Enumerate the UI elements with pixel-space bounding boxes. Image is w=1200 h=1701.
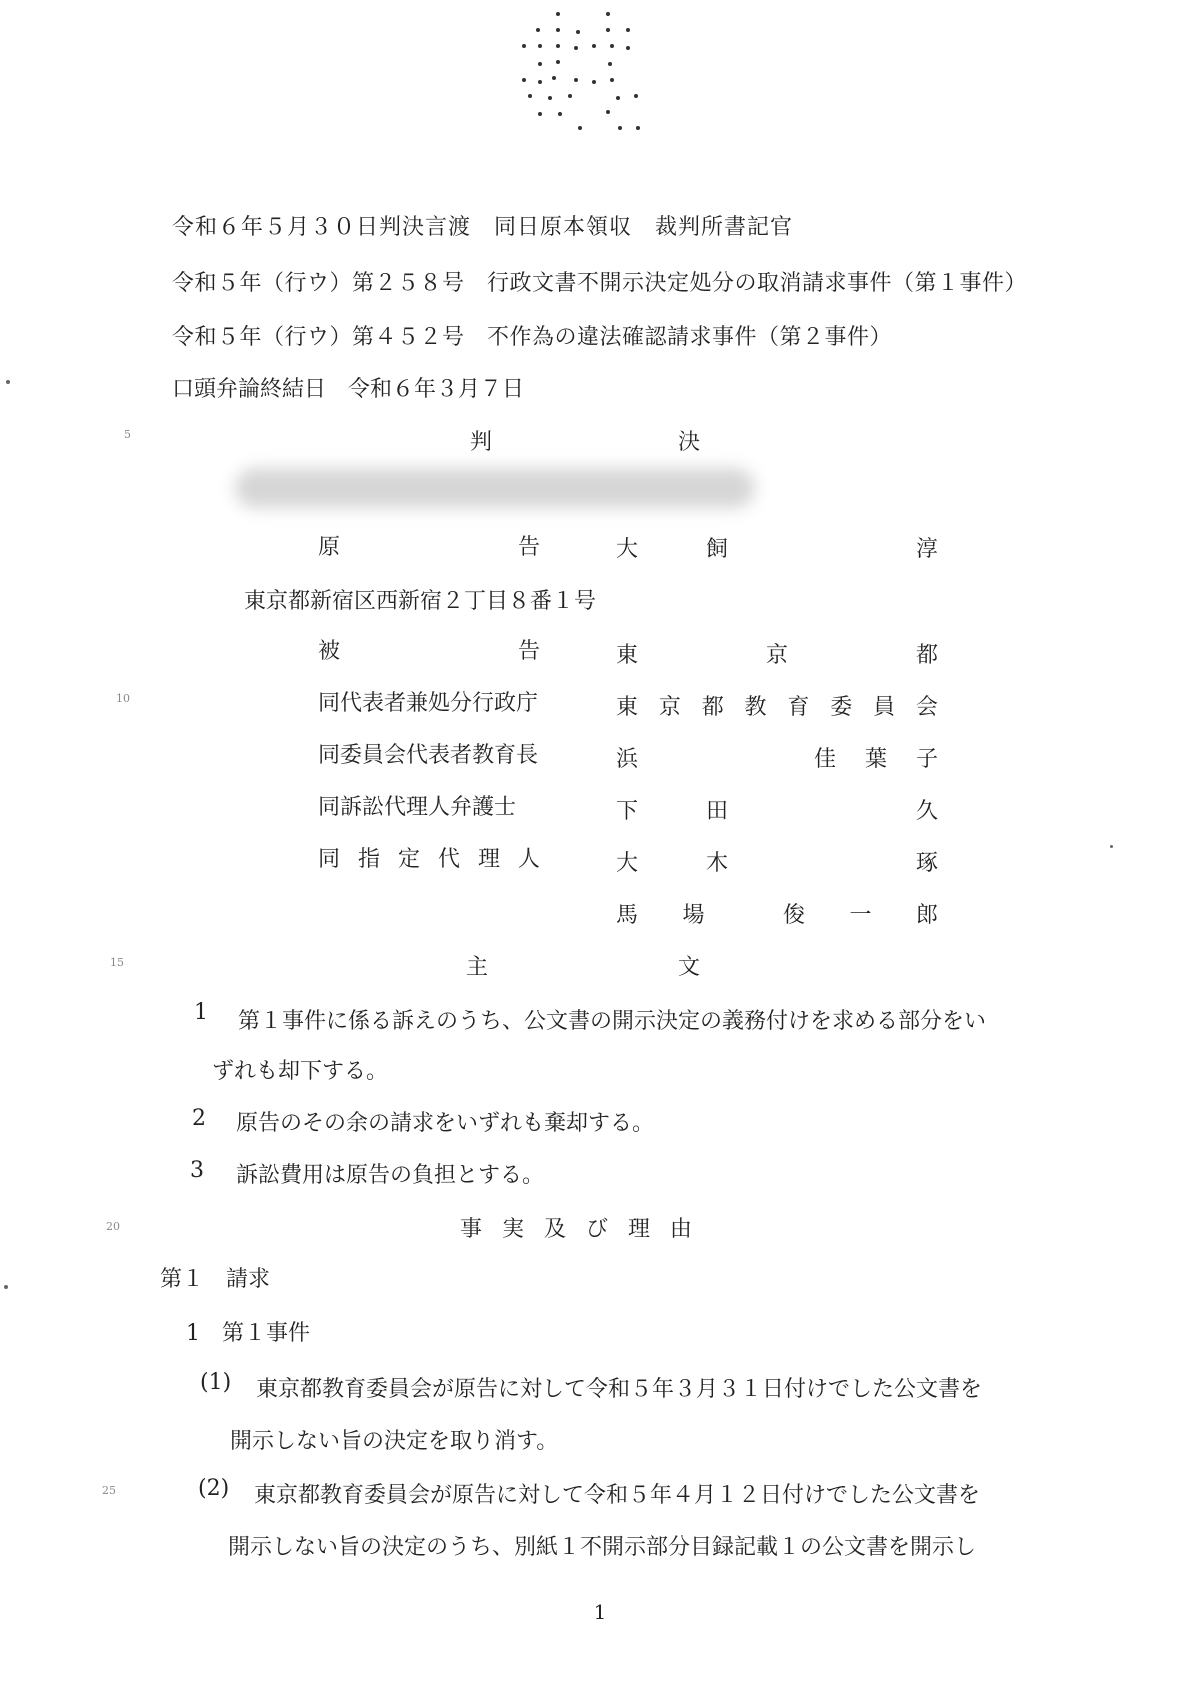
name-char: 馬 <box>616 903 639 928</box>
lawyer-role: 同訴訟代理人弁護士 <box>318 795 517 820</box>
representative-name <box>616 690 938 721</box>
name-char: 俊 <box>782 903 805 928</box>
role-char: 原 <box>318 535 341 560</box>
role-char: 指 <box>357 847 380 872</box>
heading-char: 事 <box>460 1217 483 1242</box>
line-number: 10 <box>116 692 130 705</box>
agent-2-name <box>616 898 938 929</box>
plaintiff-role <box>318 530 540 561</box>
paragraph-2-line-2: 開示しない旨の決定のうち、別紙１不開示部分目録記載１の公文書を開示し <box>228 1535 977 1560</box>
agent-1-name <box>616 846 938 877</box>
name-char: 委 <box>830 695 853 720</box>
main-item-2-text: 原告のその余の請求をいずれも棄却する。 <box>236 1111 655 1136</box>
line-number: 15 <box>110 956 124 969</box>
role-char: 被 <box>318 639 341 664</box>
section-heading-request: 第１ 請求 <box>160 1267 271 1292</box>
name-char: 員 <box>873 695 896 720</box>
name-char: 大 <box>616 851 639 876</box>
heading-char: 文 <box>677 955 700 980</box>
heading-char: 由 <box>669 1217 692 1242</box>
scan-speck <box>1110 845 1113 848</box>
name-char: 教 <box>744 695 767 720</box>
line-number: 5 <box>124 428 131 441</box>
redacted-address <box>235 468 755 508</box>
name-char: 京 <box>658 695 681 720</box>
agent-role <box>318 842 540 873</box>
name-char: 久 <box>915 799 938 824</box>
name-char: 葉 <box>864 747 887 772</box>
paragraph-2-line-1: 東京都教育委員会が原告に対して令和５年４月１２日付けでした公文書を <box>254 1483 981 1508</box>
scan-speck <box>6 380 10 384</box>
name-char: 淳 <box>915 537 938 562</box>
header-line-3: 令和５年（行ウ）第４５２号 不作為の違法確認請求事件（第２事件） <box>172 325 893 350</box>
name-char: 京 <box>765 643 788 668</box>
paragraph-1-line-2: 開示しない旨の決定を取り消す。 <box>230 1429 559 1454</box>
name-char: 佳 <box>814 747 837 772</box>
name-char: 子 <box>915 747 938 772</box>
name-char: 育 <box>787 695 810 720</box>
name-char: 会 <box>915 695 938 720</box>
paragraph-1-number: (1) <box>200 1370 232 1395</box>
name-char: 場 <box>682 903 705 928</box>
name-char: 東 <box>616 695 639 720</box>
subsection-case-1: 1 第１事件 <box>186 1321 310 1346</box>
main-item-3-number: 3 <box>190 1158 204 1183</box>
plaintiff-name <box>616 532 938 563</box>
header-line-2: 令和５年（行ウ）第２５８号 行政文書不開示決定処分の取消請求事件（第１事件） <box>172 271 1028 296</box>
name-char: 都 <box>701 695 724 720</box>
scan-speck <box>4 1285 8 1289</box>
role-char: 同 <box>318 847 341 872</box>
paragraph-1-line-1: 東京都教育委員会が原告に対して令和５年３月３１日付けでした公文書を <box>256 1377 983 1402</box>
role-char: 告 <box>517 535 540 560</box>
main-item-1-line-1: 第１事件に係る訴えのうち、公文書の開示決定の義務付けを求める部分をい <box>238 1009 987 1034</box>
facts-heading <box>460 1212 692 1243</box>
heading-char: 理 <box>627 1217 650 1242</box>
main-item-1-number: 1 <box>194 1000 208 1025</box>
role-char: 人 <box>517 847 540 872</box>
perforation-dot-mark <box>510 10 660 130</box>
page-number: 1 <box>593 1600 607 1624</box>
name-char: 田 <box>705 799 728 824</box>
name-char: 琢 <box>915 851 938 876</box>
name-char: 大 <box>616 537 639 562</box>
lawyer-name <box>616 794 938 825</box>
line-number: 25 <box>102 1484 116 1497</box>
main-item-1-line-2: ずれも却下する。 <box>212 1059 389 1084</box>
superintendent-role: 同委員会代表者教育長 <box>318 743 539 768</box>
main-text-heading <box>466 950 700 981</box>
defendant-address: 東京都新宿区西新宿２丁目８番１号 <box>244 589 597 614</box>
main-item-3-text: 訴訟費用は原告の負担とする。 <box>236 1163 545 1188</box>
defendant-role <box>318 634 540 665</box>
header-line-1: 令和６年５月３０日判決言渡 同日原本領収 裁判所書記官 <box>172 215 794 240</box>
role-char: 告 <box>517 639 540 664</box>
role-char: 代 <box>437 847 460 872</box>
defendant-name <box>616 638 938 669</box>
name-char: 下 <box>616 799 639 824</box>
name-char: 郎 <box>915 903 938 928</box>
heading-char: 実 <box>501 1217 524 1242</box>
name-char: 都 <box>915 643 938 668</box>
heading-char: 決 <box>677 430 700 455</box>
main-item-2-number: 2 <box>192 1106 206 1131</box>
name-char: 飼 <box>705 537 728 562</box>
line-number: 20 <box>106 1220 120 1233</box>
role-char: 理 <box>477 847 500 872</box>
representative-role: 同代表者兼処分行政庁 <box>318 691 539 716</box>
heading-char: 及 <box>543 1217 566 1242</box>
superintendent-surname: 浜 <box>616 747 639 772</box>
role-char: 定 <box>397 847 420 872</box>
name-char: 一 <box>849 903 872 928</box>
header-line-4: 口頭弁論終結日 令和６年３月７日 <box>172 377 525 402</box>
name-char: 木 <box>705 851 728 876</box>
heading-char: 主 <box>466 955 489 980</box>
superintendent-given-name <box>814 742 938 773</box>
heading-char: び <box>585 1217 608 1242</box>
name-char: 東 <box>616 643 639 668</box>
paragraph-2-number: (2) <box>198 1476 230 1501</box>
judgment-heading <box>470 425 700 456</box>
heading-char: 判 <box>470 430 493 455</box>
